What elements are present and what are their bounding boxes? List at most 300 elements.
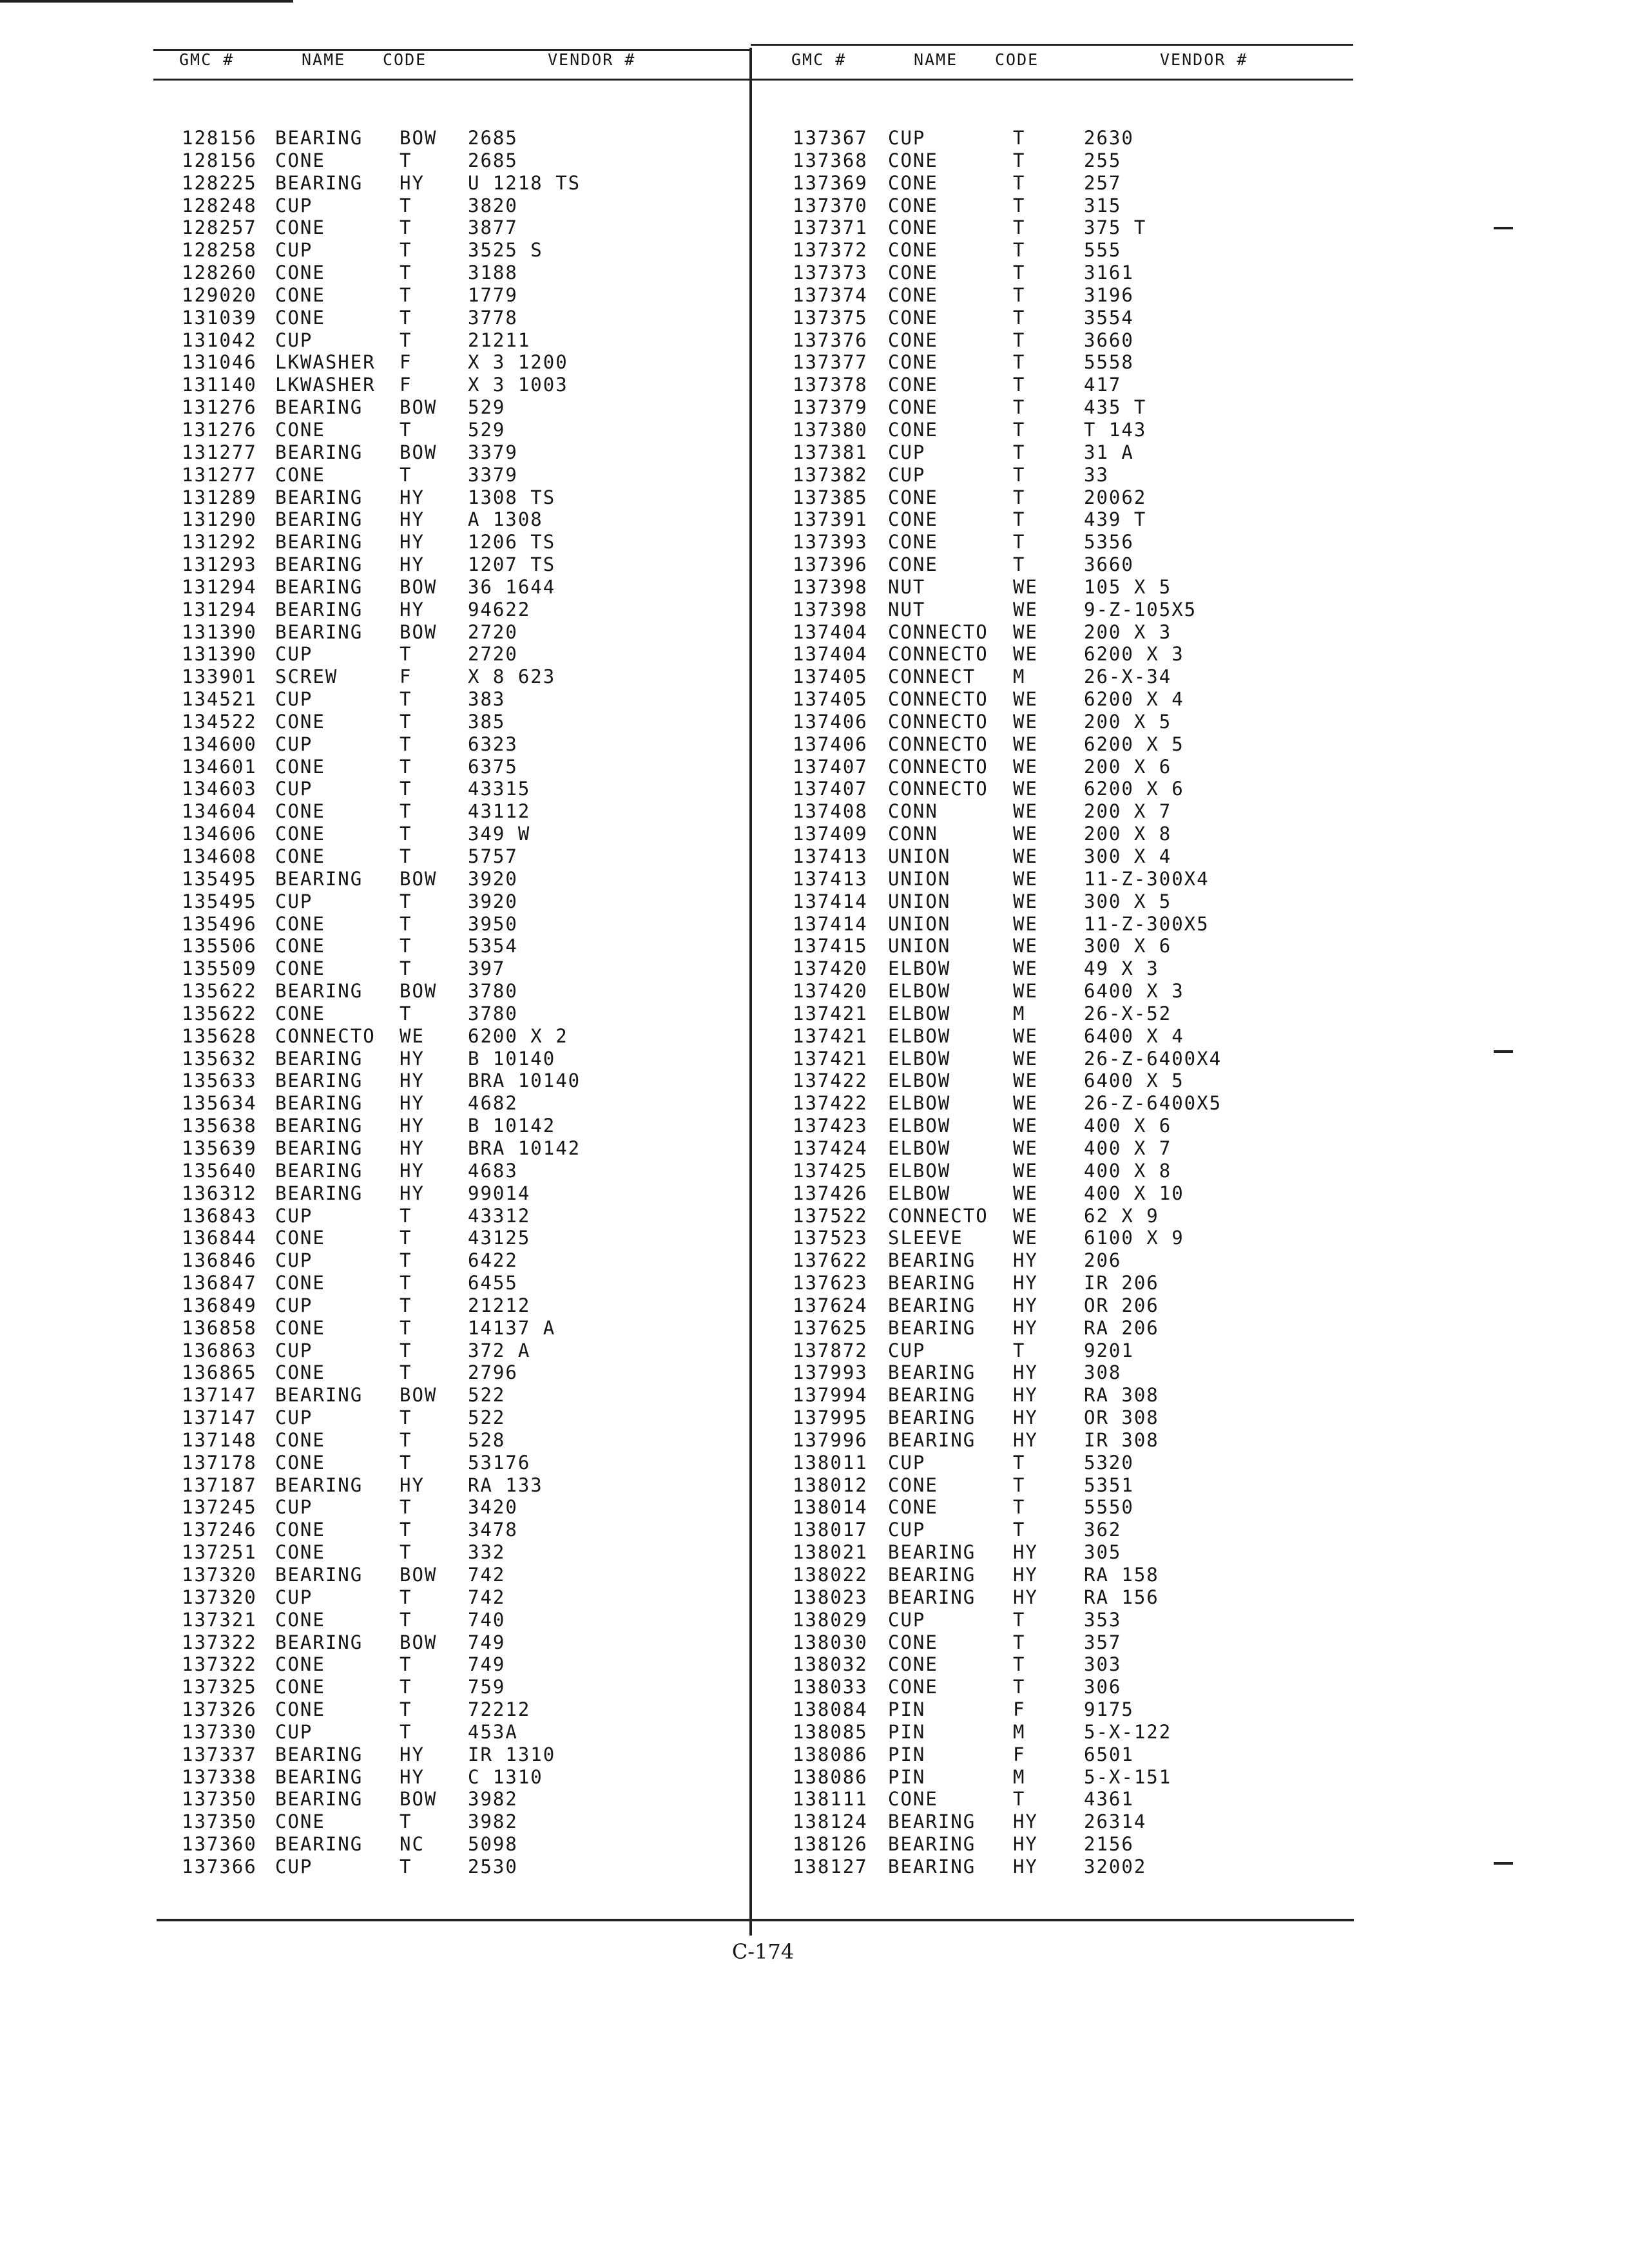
cell-code: WE: [1013, 890, 1038, 912]
cell-name: CUP: [888, 1339, 926, 1361]
cell-vendor: 43112: [468, 800, 531, 823]
cell-gmc: 137377: [793, 351, 868, 374]
cell-name: CONE: [888, 1653, 938, 1676]
cell-code: T: [400, 755, 412, 778]
table-row: [0, 621, 1629, 644]
cell-name: CONE: [275, 845, 325, 867]
cell-vendor: 26314: [1084, 1811, 1147, 1833]
cell-gmc: 138084: [793, 1698, 868, 1721]
cell-code: HY: [400, 1115, 425, 1137]
cell-code: T: [1013, 531, 1026, 553]
cell-name: CONE: [275, 1676, 325, 1698]
cell-code: T: [1013, 1519, 1026, 1541]
cell-vendor: 303: [1084, 1653, 1122, 1676]
cell-gmc: 137374: [793, 284, 868, 306]
cell-vendor: 5550: [1084, 1496, 1134, 1519]
cell-gmc: 137320: [182, 1564, 257, 1586]
top-corner-rule: [0, 0, 293, 3]
cell-name: BEARING: [275, 1833, 363, 1856]
cell-gmc: 137246: [182, 1519, 257, 1541]
table-row: [0, 1182, 1629, 1205]
cell-code: F: [400, 374, 412, 396]
cell-vendor: 9175: [1084, 1698, 1134, 1721]
cell-vendor: 3982: [468, 1811, 518, 1833]
cell-code: T: [1013, 508, 1026, 531]
cell-vendor: 383: [468, 688, 506, 711]
cell-gmc: 137385: [793, 486, 868, 508]
cell-gmc: 137375: [793, 306, 868, 329]
cell-vendor: 332: [468, 1541, 506, 1564]
cell-gmc: 137423: [793, 1115, 868, 1137]
cell-vendor: 357: [1084, 1631, 1122, 1653]
cell-vendor: 206: [1084, 1249, 1122, 1272]
cell-gmc: 137380: [793, 418, 868, 441]
cell-name: CONE: [275, 306, 325, 329]
cell-vendor: 26-Z-6400X5: [1084, 1092, 1222, 1115]
cell-vendor: 5320: [1084, 1451, 1134, 1474]
cell-name: PIN: [888, 1765, 926, 1788]
cell-gmc: 137371: [793, 216, 868, 239]
cell-name: BEARING: [275, 127, 363, 149]
cell-name: BEARING: [275, 171, 363, 194]
cell-vendor: 6455: [468, 1272, 518, 1294]
cell-code: HY: [1013, 1586, 1038, 1608]
cell-name: CONE: [275, 1519, 325, 1541]
cell-name: BEARING: [888, 1361, 976, 1384]
header-code: CODE: [995, 50, 1039, 69]
cell-name: CONE: [275, 1002, 325, 1024]
header-code: CODE: [383, 50, 427, 69]
cell-name: CONE: [275, 957, 325, 980]
cell-gmc: 131276: [182, 396, 257, 419]
header-vendor: VENDOR #: [1160, 50, 1248, 69]
cell-vendor: 3950: [468, 912, 518, 935]
cell-vendor: 3660: [1084, 329, 1134, 351]
table-row: [0, 419, 1629, 441]
cell-code: T: [400, 957, 412, 980]
cell-gmc: 137995: [793, 1407, 868, 1429]
cell-gmc: 137406: [793, 733, 868, 755]
cell-code: NC: [400, 1833, 425, 1856]
header-gmc: GMC #: [179, 50, 235, 69]
cell-code: T: [400, 1428, 412, 1451]
cell-name: CONE: [275, 1361, 325, 1384]
cell-vendor: 759: [468, 1676, 506, 1698]
cell-code: M: [1013, 1720, 1026, 1743]
cell-vendor: 3660: [1084, 553, 1134, 576]
cell-vendor: 6200 X 5: [1084, 733, 1184, 755]
cell-name: CONE: [275, 823, 325, 845]
cell-name: CONE: [888, 1788, 938, 1811]
cell-name: CONE: [275, 1428, 325, 1451]
cell-vendor: 742: [468, 1564, 506, 1586]
cell-vendor: 4361: [1084, 1788, 1134, 1811]
cell-vendor: 6501: [1084, 1743, 1134, 1765]
cell-vendor: 6400 X 4: [1084, 1024, 1184, 1047]
cell-gmc: 137330: [182, 1720, 257, 1743]
cell-gmc: 135506: [182, 935, 257, 957]
cell-gmc: 135633: [182, 1070, 257, 1092]
cell-name: BEARING: [888, 1316, 976, 1339]
table-row: [0, 486, 1629, 509]
cell-name: CONE: [888, 149, 938, 171]
cell-gmc: 131277: [182, 463, 257, 486]
cell-gmc: 135509: [182, 957, 257, 980]
table-row: [0, 396, 1629, 419]
cell-gmc: 131042: [182, 329, 257, 351]
cell-vendor: 5098: [468, 1833, 518, 1856]
cell-vendor: 749: [468, 1631, 506, 1653]
cell-gmc: 137391: [793, 508, 868, 531]
cell-name: CONE: [275, 1227, 325, 1249]
cell-vendor: 2630: [1084, 127, 1134, 149]
cell-name: CONE: [275, 755, 325, 778]
cell-name: CONE: [275, 1316, 325, 1339]
cell-gmc: 131276: [182, 418, 257, 441]
cell-gmc: 138086: [793, 1765, 868, 1788]
cell-gmc: 131290: [182, 508, 257, 531]
cell-vendor: 2796: [468, 1361, 518, 1384]
cell-name: BEARING: [888, 1428, 976, 1451]
cell-code: T: [400, 912, 412, 935]
table-row: [0, 1429, 1629, 1452]
cell-vendor: 6200 X 3: [1084, 643, 1184, 666]
table-row: [0, 351, 1629, 374]
cell-code: WE: [1013, 1092, 1038, 1115]
cell-vendor: 385: [468, 710, 506, 733]
table-row: [0, 576, 1629, 599]
cell-gmc: 138111: [793, 1788, 868, 1811]
cell-gmc: 134601: [182, 755, 257, 778]
cell-code: HY: [400, 171, 425, 194]
table-row: [0, 127, 1629, 149]
cell-code: BOW: [400, 620, 438, 643]
cell-vendor: 43315: [468, 778, 531, 800]
cell-name: ELBOW: [888, 1092, 951, 1115]
cell-name: CONNECTO: [888, 710, 988, 733]
table-row: [0, 1856, 1629, 1878]
cell-name: CONNECTO: [888, 755, 988, 778]
cell-code: WE: [1013, 710, 1038, 733]
cell-name: CUP: [275, 1204, 313, 1227]
cell-vendor: 3820: [468, 194, 518, 216]
cell-gmc: 128156: [182, 149, 257, 171]
cell-vendor: RA 206: [1084, 1316, 1159, 1339]
cell-vendor: 3920: [468, 890, 518, 912]
table-row: [0, 913, 1629, 936]
cell-code: BOW: [400, 127, 438, 149]
cell-code: WE: [1013, 1159, 1038, 1182]
cell-name: CONE: [275, 463, 325, 486]
cell-vendor: 3379: [468, 441, 518, 463]
cell-vendor: 2156: [1084, 1833, 1134, 1856]
cell-vendor: 43312: [468, 1204, 531, 1227]
cell-code: WE: [1013, 755, 1038, 778]
table-row: [0, 1676, 1629, 1698]
cell-code: T: [400, 1407, 412, 1429]
cell-gmc: 135632: [182, 1047, 257, 1070]
cell-gmc: 138022: [793, 1564, 868, 1586]
cell-code: T: [400, 418, 412, 441]
cell-vendor: 32002: [1084, 1855, 1147, 1878]
cell-code: T: [400, 1653, 412, 1676]
cell-code: WE: [1013, 980, 1038, 1003]
cell-code: M: [1013, 666, 1026, 688]
cell-vendor: 21211: [468, 329, 531, 351]
cell-vendor: 306: [1084, 1676, 1122, 1698]
cell-name: BEARING: [275, 1788, 363, 1811]
cell-code: T: [1013, 1653, 1026, 1676]
cell-vendor: 26-X-34: [1084, 666, 1172, 688]
cell-name: BEARING: [275, 867, 363, 890]
table-row: [0, 1721, 1629, 1744]
cell-vendor: RA 158: [1084, 1564, 1159, 1586]
cell-name: ELBOW: [888, 1115, 951, 1137]
cell-vendor: 33: [1084, 463, 1109, 486]
cell-vendor: 200 X 8: [1084, 823, 1172, 845]
cell-gmc: 137407: [793, 755, 868, 778]
table-row: [0, 329, 1629, 352]
cell-name: CONE: [888, 351, 938, 374]
table-row: [0, 216, 1629, 239]
cell-name: UNION: [888, 935, 951, 957]
cell-code: HY: [400, 1743, 425, 1765]
cell-vendor: 6323: [468, 733, 518, 755]
cell-code: T: [1013, 1608, 1026, 1631]
cell-name: CONE: [275, 935, 325, 957]
cell-gmc: 128248: [182, 194, 257, 216]
cell-gmc: 137325: [182, 1676, 257, 1698]
margin-mark: [1494, 227, 1513, 229]
cell-vendor: 4682: [468, 1092, 518, 1115]
cell-vendor: 5-X-122: [1084, 1720, 1172, 1743]
cell-gmc: 137338: [182, 1765, 257, 1788]
cell-name: CONNECTO: [888, 733, 988, 755]
table-row: [0, 1653, 1629, 1676]
cell-gmc: 135495: [182, 867, 257, 890]
cell-gmc: 137623: [793, 1272, 868, 1294]
cell-vendor: 11-Z-300X5: [1084, 912, 1210, 935]
cell-name: CUP: [275, 1720, 313, 1743]
table-row: [0, 823, 1629, 845]
table-row: [0, 957, 1629, 980]
cell-gmc: 137406: [793, 710, 868, 733]
cell-vendor: 349 W: [468, 823, 531, 845]
cell-code: HY: [400, 598, 425, 620]
table-row: [0, 756, 1629, 778]
cell-name: BEARING: [888, 1855, 976, 1878]
cell-name: BEARING: [275, 1384, 363, 1407]
cell-code: BOW: [400, 575, 438, 598]
cell-gmc: 134603: [182, 778, 257, 800]
cell-name: BEARING: [888, 1541, 976, 1564]
cell-vendor: 26-Z-6400X4: [1084, 1047, 1222, 1070]
cell-name: NUT: [888, 575, 926, 598]
cell-code: WE: [1013, 575, 1038, 598]
cell-gmc: 137147: [182, 1407, 257, 1429]
cell-name: CONE: [888, 1474, 938, 1496]
cell-name: BEARING: [275, 508, 363, 531]
cell-code: T: [400, 329, 412, 351]
cell-gmc: 137147: [182, 1384, 257, 1407]
cell-name: BEARING: [275, 1092, 363, 1115]
cell-code: M: [1013, 1765, 1026, 1788]
cell-vendor: 5-X-151: [1084, 1765, 1172, 1788]
cell-vendor: 14137 A: [468, 1316, 556, 1339]
cell-gmc: 134600: [182, 733, 257, 755]
cell-name: ELBOW: [888, 1047, 951, 1070]
cell-name: CONE: [275, 149, 325, 171]
cell-gmc: 137994: [793, 1384, 868, 1407]
cell-code: T: [1013, 216, 1026, 239]
cell-code: HY: [1013, 1428, 1038, 1451]
cell-code: T: [1013, 262, 1026, 284]
cell-vendor: 49 X 3: [1084, 957, 1159, 980]
cell-vendor: X 8 623: [468, 666, 556, 688]
cell-name: BEARING: [888, 1564, 976, 1586]
cell-code: F: [400, 666, 412, 688]
cell-vendor: 3161: [1084, 262, 1134, 284]
cell-name: CONE: [275, 800, 325, 823]
cell-name: BEARING: [275, 1765, 363, 1788]
cell-vendor: 26-X-52: [1084, 1002, 1172, 1024]
cell-gmc: 131390: [182, 620, 257, 643]
cell-code: T: [400, 1227, 412, 1249]
cell-vendor: 6200 X 6: [1084, 778, 1184, 800]
cell-vendor: 305: [1084, 1541, 1122, 1564]
cell-vendor: 31 A: [1084, 441, 1134, 463]
cell-gmc: 135496: [182, 912, 257, 935]
cell-code: WE: [1013, 1182, 1038, 1204]
cell-vendor: 43125: [468, 1227, 531, 1249]
cell-name: CONE: [275, 1811, 325, 1833]
cell-vendor: 200 X 3: [1084, 620, 1172, 643]
cell-code: HY: [400, 1765, 425, 1788]
cell-gmc: 138086: [793, 1743, 868, 1765]
cell-name: CUP: [275, 1586, 313, 1608]
table-bottom-rule: [157, 1919, 1354, 1921]
cell-gmc: 138126: [793, 1833, 868, 1856]
cell-code: T: [400, 1586, 412, 1608]
header-vendor: VENDOR #: [548, 50, 636, 69]
cell-code: T: [1013, 351, 1026, 374]
cell-code: T: [400, 1451, 412, 1474]
cell-code: F: [1013, 1743, 1026, 1765]
cell-gmc: 128260: [182, 262, 257, 284]
table-row: [0, 1811, 1629, 1833]
cell-gmc: 131046: [182, 351, 257, 374]
cell-vendor: RA 156: [1084, 1586, 1159, 1608]
cell-code: T: [1013, 1676, 1026, 1698]
table-row: [0, 1340, 1629, 1362]
cell-gmc: 128156: [182, 127, 257, 149]
cell-gmc: 137993: [793, 1361, 868, 1384]
cell-name: BEARING: [275, 1137, 363, 1159]
cell-vendor: 315: [1084, 194, 1122, 216]
table-row: [0, 1631, 1629, 1654]
cell-gmc: 137350: [182, 1811, 257, 1833]
cell-code: T: [1013, 284, 1026, 306]
cell-gmc: 137251: [182, 1541, 257, 1564]
cell-gmc: 138011: [793, 1451, 868, 1474]
cell-vendor: 9201: [1084, 1339, 1134, 1361]
cell-code: WE: [1013, 845, 1038, 867]
cell-name: CONNECTO: [888, 688, 988, 711]
table-row: [0, 195, 1629, 217]
table-row: [0, 1496, 1629, 1519]
cell-gmc: 137624: [793, 1294, 868, 1316]
header-gmc: GMC #: [791, 50, 847, 69]
cell-name: CONE: [888, 508, 938, 531]
cell-name: CUP: [275, 688, 313, 711]
cell-gmc: 137421: [793, 1047, 868, 1070]
cell-vendor: 400 X 10: [1084, 1182, 1184, 1204]
cell-name: CUP: [275, 1294, 313, 1316]
cell-gmc: 137398: [793, 598, 868, 620]
cell-name: CUP: [275, 1339, 313, 1361]
cell-name: CONE: [888, 1631, 938, 1653]
cell-code: WE: [1013, 957, 1038, 980]
cell-gmc: 137425: [793, 1159, 868, 1182]
cell-name: CONE: [275, 912, 325, 935]
cell-gmc: 137393: [793, 531, 868, 553]
cell-vendor: BRA 10142: [468, 1137, 581, 1159]
table-row: [0, 1407, 1629, 1429]
cell-gmc: 137404: [793, 643, 868, 666]
cell-code: T: [400, 1541, 412, 1564]
table-row: [0, 688, 1629, 711]
cell-code: WE: [1013, 598, 1038, 620]
cell-code: T: [400, 1519, 412, 1541]
cell-gmc: 138030: [793, 1631, 868, 1653]
table-row: [0, 599, 1629, 621]
cell-gmc: 136846: [182, 1249, 257, 1272]
table-row: [0, 1317, 1629, 1340]
cell-name: BEARING: [275, 575, 363, 598]
margin-mark: [1494, 1862, 1513, 1865]
cell-code: T: [400, 778, 412, 800]
cell-gmc: 137322: [182, 1631, 257, 1653]
cell-code: T: [400, 284, 412, 306]
cell-vendor: 522: [468, 1384, 506, 1407]
cell-name: BEARING: [275, 980, 363, 1003]
cell-gmc: 128258: [182, 239, 257, 262]
cell-vendor: 3188: [468, 262, 518, 284]
cell-name: BEARING: [275, 1564, 363, 1586]
cell-code: T: [1013, 171, 1026, 194]
cell-gmc: 137367: [793, 127, 868, 149]
cell-name: CUP: [275, 1407, 313, 1429]
cell-vendor: T 143: [1084, 418, 1147, 441]
cell-vendor: 4683: [468, 1159, 518, 1182]
cell-vendor: BRA 10140: [468, 1070, 581, 1092]
cell-vendor: IR 1310: [468, 1743, 556, 1765]
cell-name: CUP: [888, 441, 926, 463]
cell-name: CUP: [888, 1451, 926, 1474]
cell-name: BEARING: [888, 1586, 976, 1608]
cell-name: ELBOW: [888, 1182, 951, 1204]
cell-name: CONNECTO: [888, 778, 988, 800]
cell-code: T: [400, 1204, 412, 1227]
cell-code: BOW: [400, 1564, 438, 1586]
cell-vendor: 72212: [468, 1698, 531, 1721]
cell-name: CONE: [888, 486, 938, 508]
cell-vendor: 2720: [468, 620, 518, 643]
cell-name: CUP: [275, 1855, 313, 1878]
cell-gmc: 138085: [793, 1720, 868, 1743]
cell-name: CONE: [275, 1653, 325, 1676]
cell-code: WE: [1013, 733, 1038, 755]
